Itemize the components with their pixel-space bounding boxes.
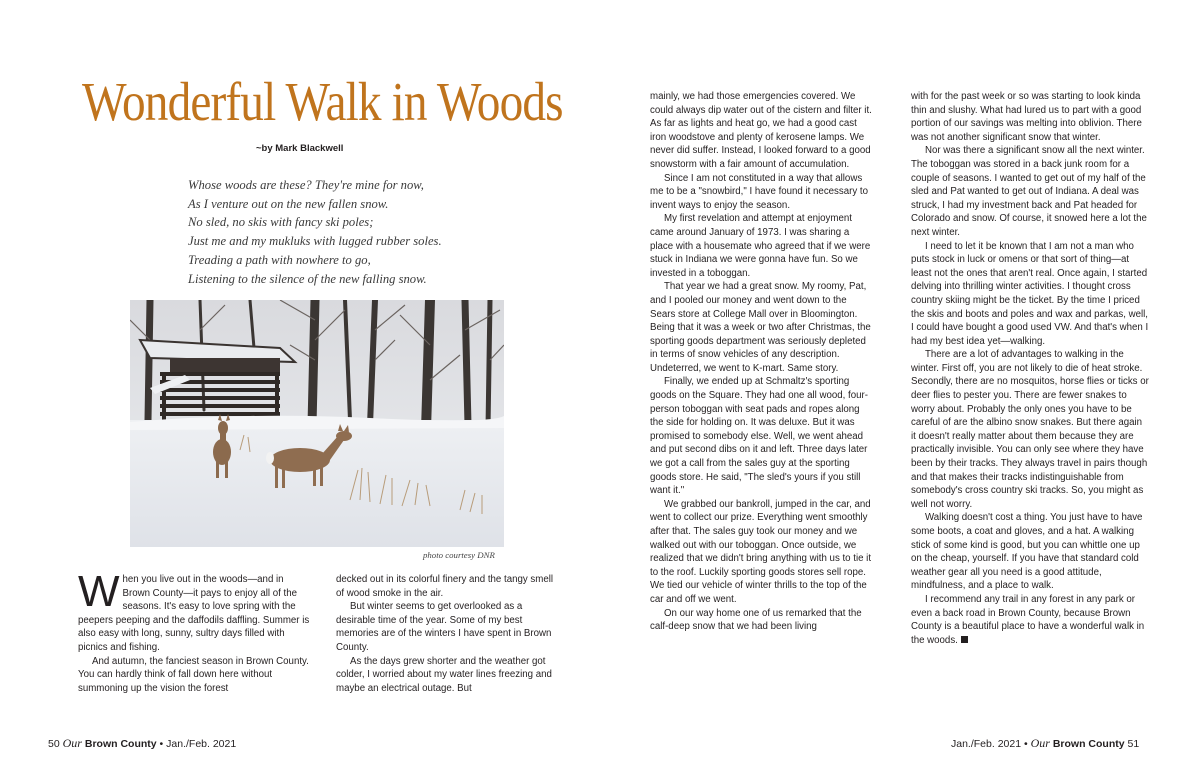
- paragraph: with for the past week or so was starting to look kinda thin and slushy. What had lured us to part with a good portion of our savings was melting into oblivion. There was not another significant snow that winter.: [911, 91, 1142, 143]
- paragraph: But winter seems to get overlooked as a desirable time of the year. Some of my best memories are of the winters I have spent in Brown County.: [336, 601, 552, 653]
- issue-date: Jan./Feb. 2021 •: [951, 738, 1028, 750]
- paragraph: I recommend any trail in any forest in any park or even a back road in Brown County, because Brown County is a beautiful place to have a wonderful walk in the woods.: [911, 593, 1145, 646]
- page-number: 51: [1127, 738, 1140, 750]
- paragraph: As the days grew shorter and the weather got colder, I worried about my water lines freezing and maybe an electrical outage. But: [336, 655, 552, 694]
- poem-line: No sled, no skis with fancy ski poles;: [188, 215, 374, 230]
- paragraph: Walking doesn't cost a thing. You just have to have some boots, a coat and gloves, and a hat. A walking stick of some kind is good, but you can whittle one up on the cheap, yourself. If you have that standard cold weather gear all you need is a good attitude, mindfulness, and a place to walk.: [911, 512, 1143, 592]
- deer-in-snow-photo: [130, 300, 504, 547]
- paragraph: Nor was there a significant snow all the next winter. The toboggan was stored in a back junk room for a couple of seasons. I wanted to get out of my half of the sled and Pat wanted to get out of Indiana. A deal was struck, I had my investment back and Pat headed for Colorado and snow. Of course, it snowed here a lot the next winter.: [911, 145, 1147, 238]
- poem-line: Just me and my mukluks with lugged rubber soles.: [188, 234, 442, 249]
- paragraph: And autumn, the fanciest season in Brown County. You can hardly think of fall down here without summoning up the vision the forest: [78, 655, 309, 694]
- poem-line: Listening to the silence of the new falling snow.: [188, 271, 427, 286]
- drop-cap: W: [78, 567, 120, 616]
- paragraph: We grabbed our bankroll, jumped in the car, and went to collect our prize. Everything went smoothly after that. The sales guy took our money and we walked out with our toboggan. Once outside, we realized that we didn't bring anything with us to tie it to the roof. Luckily sporting goods stores sell rope. We tied our vehicle of winter thrills to the top of the car and off we went.: [650, 498, 872, 605]
- paragraph: I need to let it be known that I am not a man who puts stock in luck or omens or that sort of thing—at least not the ones that aren't real. Once again, I started delving into thrilling winter activities. I thought cross country skiing might be the ticket. By the time I priced the skis and boots and poles and wax and parkas, well, I could have bought a good used VW. And that's when I had my best idea yet—walking.: [911, 240, 1149, 347]
- paragraph: Finally, we ended up at Schmaltz's sporting goods on the Square. They had one all wood, four-person toboggan with seat pads and ropes along the side for holding on. It was deluxe. But it was promised to somebody else. Well, we went ahead and put second dibs on it and left. Three days later we got a call from the sales guy at the sporting goods store. He said, "The sled's yours if you still want it.": [650, 376, 868, 497]
- magazine-prefix: Our: [1030, 736, 1050, 750]
- issue-date: • Jan./Feb. 2021: [159, 738, 237, 750]
- paragraph: My first revelation and attempt at enjoyment came around January of 1973. I was sharing a place with a housemate who agreed that if we were stuck in Indiana we were gonna have fun. So we invested in a toboggan.: [650, 213, 871, 279]
- byline: ~by Mark Blackwell: [256, 143, 344, 154]
- body-column-4: [911, 90, 1149, 647]
- end-mark-icon: [961, 636, 968, 643]
- paragraph: When you live out in the woods—and in Brown County—it pays to enjoy all of the seasons. It's easy to love spring with the peepers peeping and the daffodils daffling. Summer is also easy with long, sunny, sultry days filled with picnics and fishing.: [78, 567, 310, 653]
- paragraph: On our way home one of us remarked that the calf-deep snow that we had been living: [650, 607, 862, 633]
- paragraph: That year we had a great snow. My roomy, Pat, and I pooled our money and went down to the Sears store at College Mall over in Bloomington. Being that it was a week or two after Christmas, the sporting goods department was seriously depleted in terms of snow vehicles of any description. Undeterred, we went to K-mart. Same story.: [650, 281, 871, 374]
- photo-credit: photo courtesy DNR: [423, 550, 495, 560]
- body-column-3: [650, 90, 874, 634]
- footer-right: [951, 736, 1139, 751]
- paragraph: decked out in its colorful finery and the tangy smell of wood smoke in the air.: [336, 574, 554, 599]
- body-column-1: [78, 567, 311, 695]
- poem-line: Treading a path with nowhere to go,: [188, 252, 371, 267]
- magazine-name: Brown County: [1052, 738, 1125, 750]
- paragraph: There are a lot of advantages to walking in the winter. First off, you are not likely to die of heat stroke. Secondly, there are no mosquitos, horse flies or ticks or deer flies to pester you. There are fewer snakes to worry about. Probably the only ones you have to be careful of are the albino snow snakes. But there again it doesn't really matter about them because they are practically invisible. You can only see where they have been by their tracks. They always travel in pairs though and that makes their tracks indistinguishable from somebody's cross country ski tracks. So, you might as well not worry.: [911, 349, 1149, 510]
- magazine-prefix: Our: [62, 736, 82, 750]
- page-number: 50: [48, 738, 60, 750]
- poem: [188, 176, 442, 288]
- paragraph: Since I am not constituted in a way that allows me to be a "snowbird," I have found it necessary to invent ways to enjoy the season.: [650, 172, 868, 211]
- body-column-2: [336, 573, 556, 695]
- footer-left: [48, 736, 236, 751]
- article-title: Wonderful Walk in Woods: [82, 71, 563, 132]
- paragraph: mainly, we had those emergencies covered. We could always dip water out of the cistern and filter it. As far as lights and heat go, we had a good cast iron woodstove and plenty of kerosene lamps. We never did suffer. Instead, I looked forward to a good snowstorm with a fair amount of accumulation.: [650, 91, 872, 170]
- poem-line: Whose woods are these? They're mine for now,: [188, 178, 424, 192]
- poem-line: As I venture out on the new fallen snow.: [188, 196, 389, 211]
- magazine-name: Brown County: [84, 738, 157, 750]
